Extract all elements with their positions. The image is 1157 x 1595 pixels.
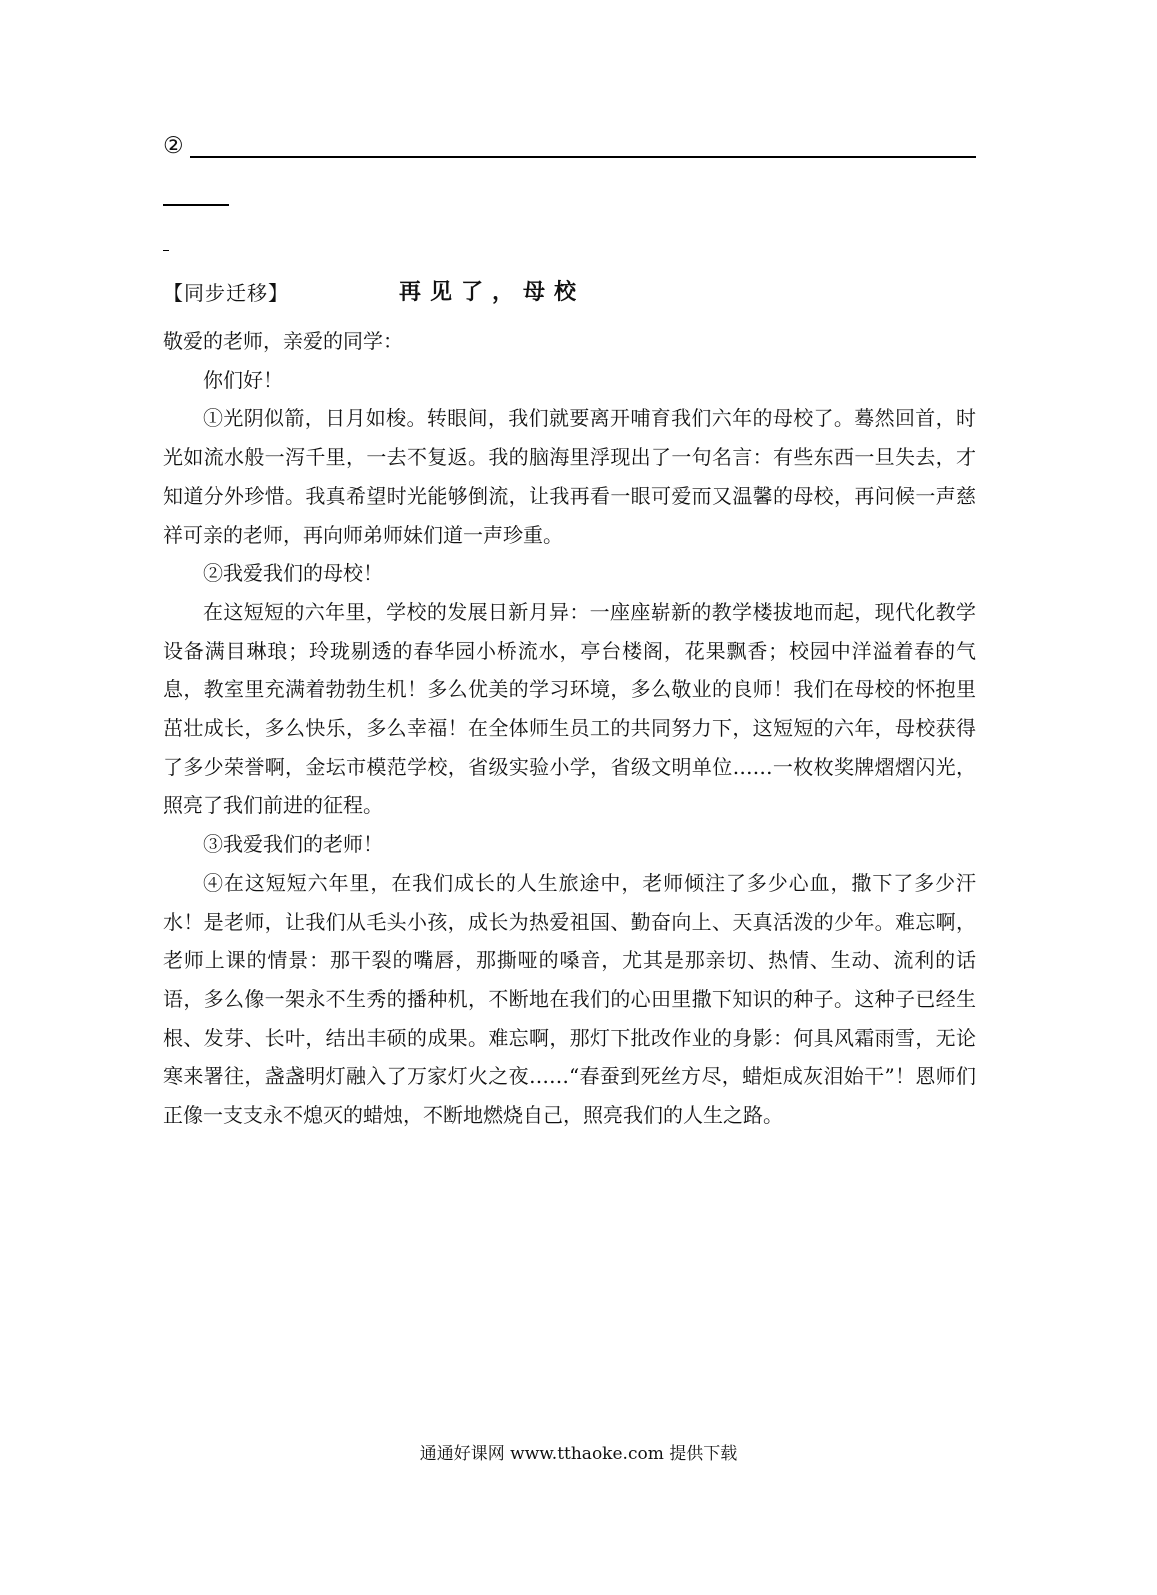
greeting: 你们好！ <box>203 367 283 392</box>
answer-blank-line-continuation <box>163 204 229 206</box>
section-tag: 【同步迁移】 <box>163 281 289 305</box>
paragraph-5: ④在这短短六年里，在我们成长的人生旅途中，老师倾注了多少心血，撒下了多少汗水！是老师，让我们从毛头小孩，成长为热爱祖国、勤奋向上、天真活泼的少年。难忘啊，老师上课的情景：那干裂的嘴唇，那撕哑的嗓音，尤其是那亲切、热情、生动、流利的话语，多么像一架永不生秀的播种机，不断地在我们的心田里撒下知识的种子。这种子已经生根、发芽、长叶，结出丰硕的成果。难忘啊，那灯下批改作业的身影：何具风霜雨雪，无论寒来署往，盏盏明灯融入了万家灯火之夜……“春蚕到死丝方尽，蜡炬成灰泪始干”！恩师们正像一支支永不熄灭的蜡烛，不断地燃烧自己，照亮我们的人生之路。 <box>163 870 976 1128</box>
salutation: 敬爱的老师，亲爱的同学： <box>163 329 403 353</box>
paragraph-3: 在这短短的六年里，学校的发展日新月异：一座座崭新的教学楼拔地而起，现代化教学设备满目琳琅；玲珑剔透的春华园小桥流水，亭台楼阁，花果飘香；校园中洋溢着春的气息，教室里充满着勃勃生机！多么优美的学习环境，多么敬业的良师！我们在母校的怀抱里茁壮成长，多么快乐，多么幸福！在全体师生员工的共同努力下，这短短的六年，母校获得了多少荣誉啊，金坛市模范学校，省级实验小学，省级文明单位……一枚枚奖牌熠熠闪光，照亮了我们前进的征程。 <box>163 599 976 818</box>
article-title: 再见了，母校 <box>399 279 586 305</box>
answer-blank-number: ② <box>163 133 184 159</box>
answer-blank-row <box>163 131 976 161</box>
paragraph-2: ②我爱我们的母校！ <box>203 561 383 586</box>
letter-body <box>163 322 976 1135</box>
paragraph-1: ①光阴似箭，日月如梭。转眼间，我们就要离开哺育我们六年的母校了。蓦然回首，时光如流水般一泻千里，一去不复返。我的脑海里浮现出了一句名言：有些东西一旦失去，才知道分外珍惜。我真希望时光能够倒流，让我再看一眼可爱而又温馨的母校，再问候一声慈祥可亲的老师，再向师弟师妹们道一声珍重。 <box>163 406 976 547</box>
paragraph-4: ③我爱我们的老师！ <box>203 832 383 857</box>
page-footer: 通通好课网 www.tthaoke.com 提供下载 <box>419 1444 738 1464</box>
answer-blank-line <box>190 156 976 158</box>
section-header <box>163 275 976 311</box>
stray-mark <box>163 250 169 251</box>
